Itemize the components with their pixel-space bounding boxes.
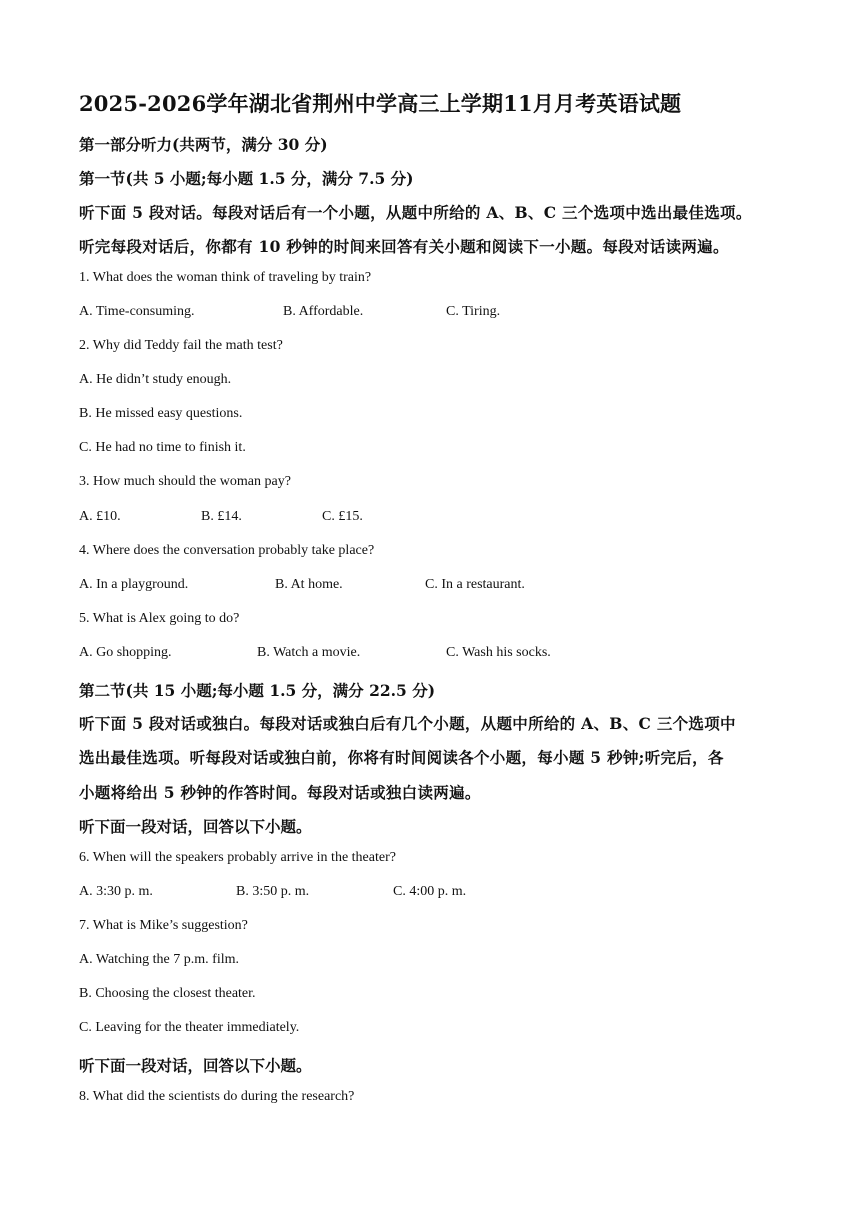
section2-instruction-line: 选出最佳选项。听每段对话或独白前，你将有时间阅读各个小题，每小题 5 秒钟;听完后，各 [79, 748, 724, 767]
option-5c: C. Wash his socks. [446, 645, 551, 660]
section2-heading: 第二节(共 15 小题;每小题 1.5 分，满分 22.5 分) [79, 681, 436, 700]
section2-instruction-line: 听下面 5 段对话或独白。每段对话或独白后有几个小题，从题中所给的 A、B、C 三个选项中 [79, 714, 736, 733]
dialogue-intro: 听下面一段对话，回答以下小题。 [79, 817, 312, 836]
option-5b: B. Watch a movie. [257, 645, 361, 660]
option-7b: B. Choosing the closest theater. [79, 986, 256, 1001]
option-1c: C. Tiring. [446, 304, 501, 319]
section1-heading: 第一节(共 5 小题;每小题 1.5 分，满分 7.5 分) [79, 169, 414, 188]
section1-instruction-line: 听完每段对话后，你都有 10 秒钟的时间来回答有关小题和阅读下一小题。每段对话读两遍。 [79, 237, 729, 256]
option-1a: A. Time-consuming. [79, 304, 195, 319]
option-7c: C. Leaving for the theater immediately. [79, 1020, 300, 1035]
question-4: 4. Where does the conversation probably take place? [79, 543, 375, 558]
option-1b: B. Affordable. [283, 304, 364, 319]
question-6: 6. When will the speakers probably arrive in the theater? [79, 850, 396, 865]
option-4a: A. In a playground. [79, 577, 189, 592]
question-5: 5. What is Alex going to do? [79, 611, 240, 626]
question-7: 7. What is Mike’s suggestion? [79, 918, 248, 933]
section2-instruction-line: 小题将给出 5 秒钟的作答时间。每段对话或独白读两遍。 [79, 783, 481, 802]
question-2: 2. Why did Teddy fail the math test? [79, 338, 283, 353]
option-4c: C. In a restaurant. [425, 577, 525, 592]
option-5a: A. Go shopping. [79, 645, 172, 660]
option-4b: B. At home. [275, 577, 343, 592]
question-8: 8. What did the scientists do during the research? [79, 1089, 355, 1104]
option-2c: C. He had no time to finish it. [79, 440, 246, 455]
part1-heading: 第一部分听力(共两节，满分 30 分) [79, 135, 328, 154]
option-6b: B. 3:50 p. m. [236, 884, 310, 899]
option-7a: A. Watching the 7 p.m. film. [79, 952, 239, 967]
option-2b: B. He missed easy questions. [79, 406, 243, 421]
option-3a: A. £10. [79, 509, 121, 524]
page-title: 2025-2026学年湖北省荆州中学高三上学期11月月考英语试题 [79, 91, 682, 116]
question-1: 1. What does the woman think of traveling by train? [79, 270, 372, 285]
section1-instruction-line: 听下面 5 段对话。每段对话后有一个小题，从题中所给的 A、B、C 三个选项中选出最佳选项。 [79, 203, 752, 222]
option-6c: C. 4:00 p. m. [393, 884, 467, 899]
option-6a: A. 3:30 p. m. [79, 884, 153, 899]
option-3c: C. £15. [322, 509, 363, 524]
dialogue-intro: 听下面一段对话，回答以下小题。 [79, 1056, 312, 1075]
option-3b: B. £14. [201, 509, 242, 524]
question-3: 3. How much should the woman pay? [79, 474, 291, 489]
option-2a: A. He didn’t study enough. [79, 372, 232, 387]
